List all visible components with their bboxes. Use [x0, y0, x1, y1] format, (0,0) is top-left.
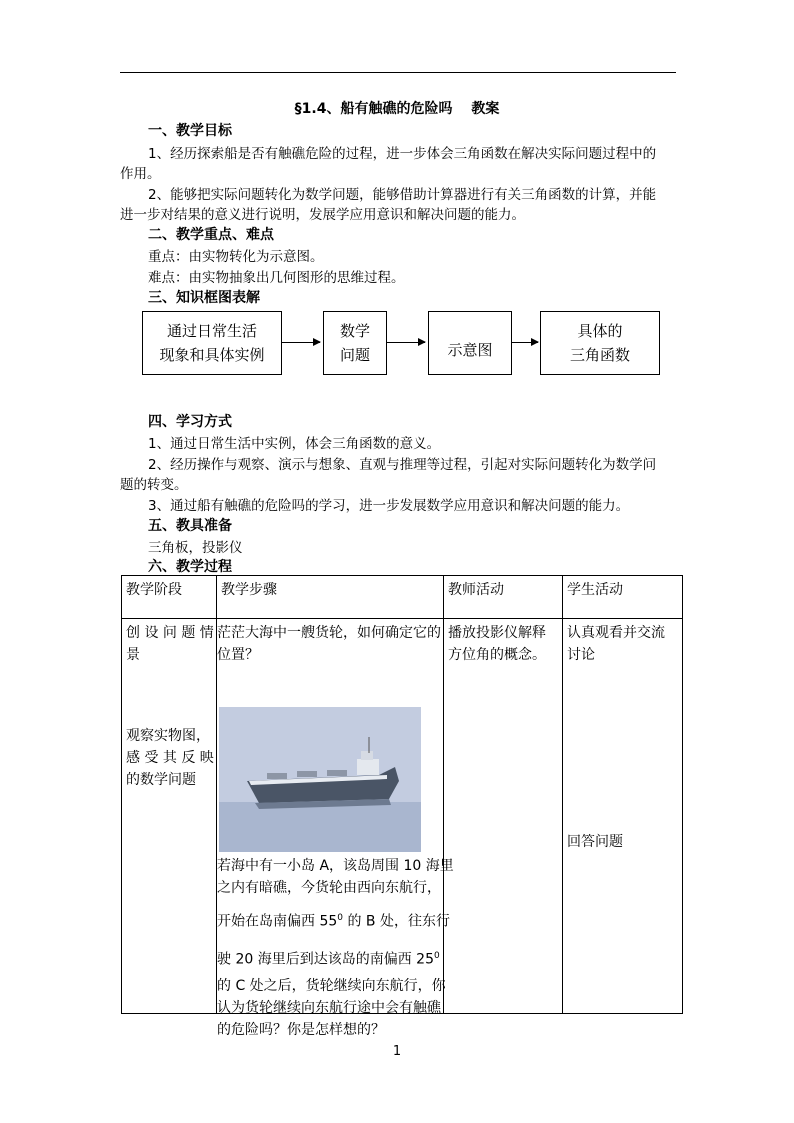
difficult-point: 难点：由实物抽象出几何图形的思维过程。: [148, 270, 405, 286]
student-line: 讨论: [567, 647, 595, 663]
cargo-ship-illustration: [219, 707, 421, 852]
stage-line: 感 受 其 反 映: [126, 750, 214, 766]
step-line: 若海中有一小岛 A，该岛周围 10 海里: [217, 858, 454, 874]
step-line: 之内有暗礁，今货轮由西向东航行，: [217, 880, 441, 896]
teacher-line: 方位角的概念。: [448, 647, 546, 663]
flow-box-trig-function-line1: 具体的: [577, 322, 623, 340]
flow-arrow-1: [282, 342, 320, 343]
section3-heading: 三、知识框图表解: [148, 290, 260, 306]
section2-heading: 二、教学重点、难点: [148, 227, 274, 243]
degree-superscript: 0: [337, 913, 343, 923]
header-rule: [120, 72, 676, 73]
step-line: 的危险吗？你是怎样想的？: [217, 1022, 385, 1038]
step-line: 认为货轮继续向东航行途中会有触礁: [217, 1000, 441, 1016]
step-line: [217, 945, 440, 971]
cargo-ship-image: [219, 707, 421, 852]
flow-box-math-problem: [323, 311, 387, 375]
student-line: 认真观看并交流: [567, 625, 665, 641]
stage-line: 观察实物图，: [126, 728, 210, 744]
stage-cell: [122, 619, 217, 1014]
s4-item1: 1、通过日常生活中实例，体会三角函数的意义。: [148, 436, 441, 452]
page-number: 1: [392, 1044, 402, 1059]
section5-heading: 五、教具准备: [148, 518, 232, 534]
step-text: 开始在岛南偏西 55: [217, 913, 338, 930]
table-header-row: [122, 576, 683, 619]
teacher-line: 播放投影仪解释: [448, 625, 546, 641]
degree-superscript: 0: [433, 951, 440, 961]
flow-box-daily-life-line2: 现象和具体实例: [159, 346, 265, 364]
flow-arrow-3: [511, 342, 538, 343]
header-teacher: 教师活动: [444, 576, 563, 619]
teacher-cell: [444, 619, 563, 1014]
student-line: 回答问题: [567, 834, 623, 850]
student-cell: [563, 619, 683, 1014]
flow-box-trig-function-line2: 三角函数: [569, 346, 630, 364]
key-point: 重点：由实物转化为示意图。: [148, 249, 324, 265]
s4-item3: 3、通过船有触礁的危险吗的学习，进一步发展数学应用意识和解决问题的能力。: [148, 498, 630, 514]
s1-paragraph2-line2: 进一步对结果的意义进行说明，发展学应用意识和解决问题的能力。: [120, 207, 525, 223]
flow-arrow-2: [387, 342, 425, 343]
flow-box-trig-function: [540, 311, 660, 375]
flow-box-math-problem-line2: 问题: [339, 346, 370, 364]
s1-paragraph2-line1: 2、能够把实际问题转化为数学问题，能够借助计算器进行有关三角函数的计算，并能: [148, 187, 657, 203]
stage-line: 创 设 问 题 情: [126, 625, 214, 641]
section4-heading: 四、学习方式: [148, 414, 232, 430]
table-row: [122, 619, 683, 1014]
s4-item2-line1: 2、经历操作与观察、演示与想象、直观与推理等过程，引起对实际问题转化为数学问: [148, 457, 657, 473]
header-step: 教学步骤: [217, 576, 444, 619]
header-student: 学生活动: [563, 576, 683, 619]
flow-box-diagram: [428, 311, 512, 375]
flow-box-diagram-label: 示意图: [447, 341, 493, 359]
teaching-process-table: [121, 575, 683, 1038]
document-title: §1.4、船有触礁的危险吗 教案: [294, 101, 500, 117]
section1-heading: 一、教学目标: [148, 123, 232, 139]
flow-box-daily-life-line1: 通过日常生活: [166, 322, 257, 340]
step-line: 茫茫大海中一艘货轮，如何确定它的: [217, 625, 441, 641]
stage-line: 景: [126, 647, 140, 663]
step-line: [217, 907, 450, 933]
flow-box-math-problem-line1: 数学: [339, 322, 370, 340]
flow-box-daily-life: [142, 311, 282, 375]
teaching-tools: 三角板，投影仪: [148, 540, 243, 556]
s1-paragraph1-line1: 1、经历探索船是否有触礁危险的过程，进一步体会三角函数在解决实际问题过程中的: [148, 146, 657, 162]
s4-item2-line2: 题的转变。: [120, 477, 188, 493]
step-line: 位置？: [217, 647, 259, 663]
s1-paragraph1-line2: 作用。: [120, 166, 161, 182]
stage-line: 的数学问题: [126, 772, 196, 788]
section6-heading: 六、教学过程: [148, 559, 232, 575]
header-stage: 教学阶段: [122, 576, 217, 619]
step-line: 的 C 处之后，货轮继续向东航行，你: [217, 978, 446, 994]
step-cell: [217, 619, 454, 1038]
step-text: 驶 20 海里后到达该岛的南偏西 25: [217, 951, 434, 968]
step-text: 的 B 处，往东行: [343, 913, 450, 930]
